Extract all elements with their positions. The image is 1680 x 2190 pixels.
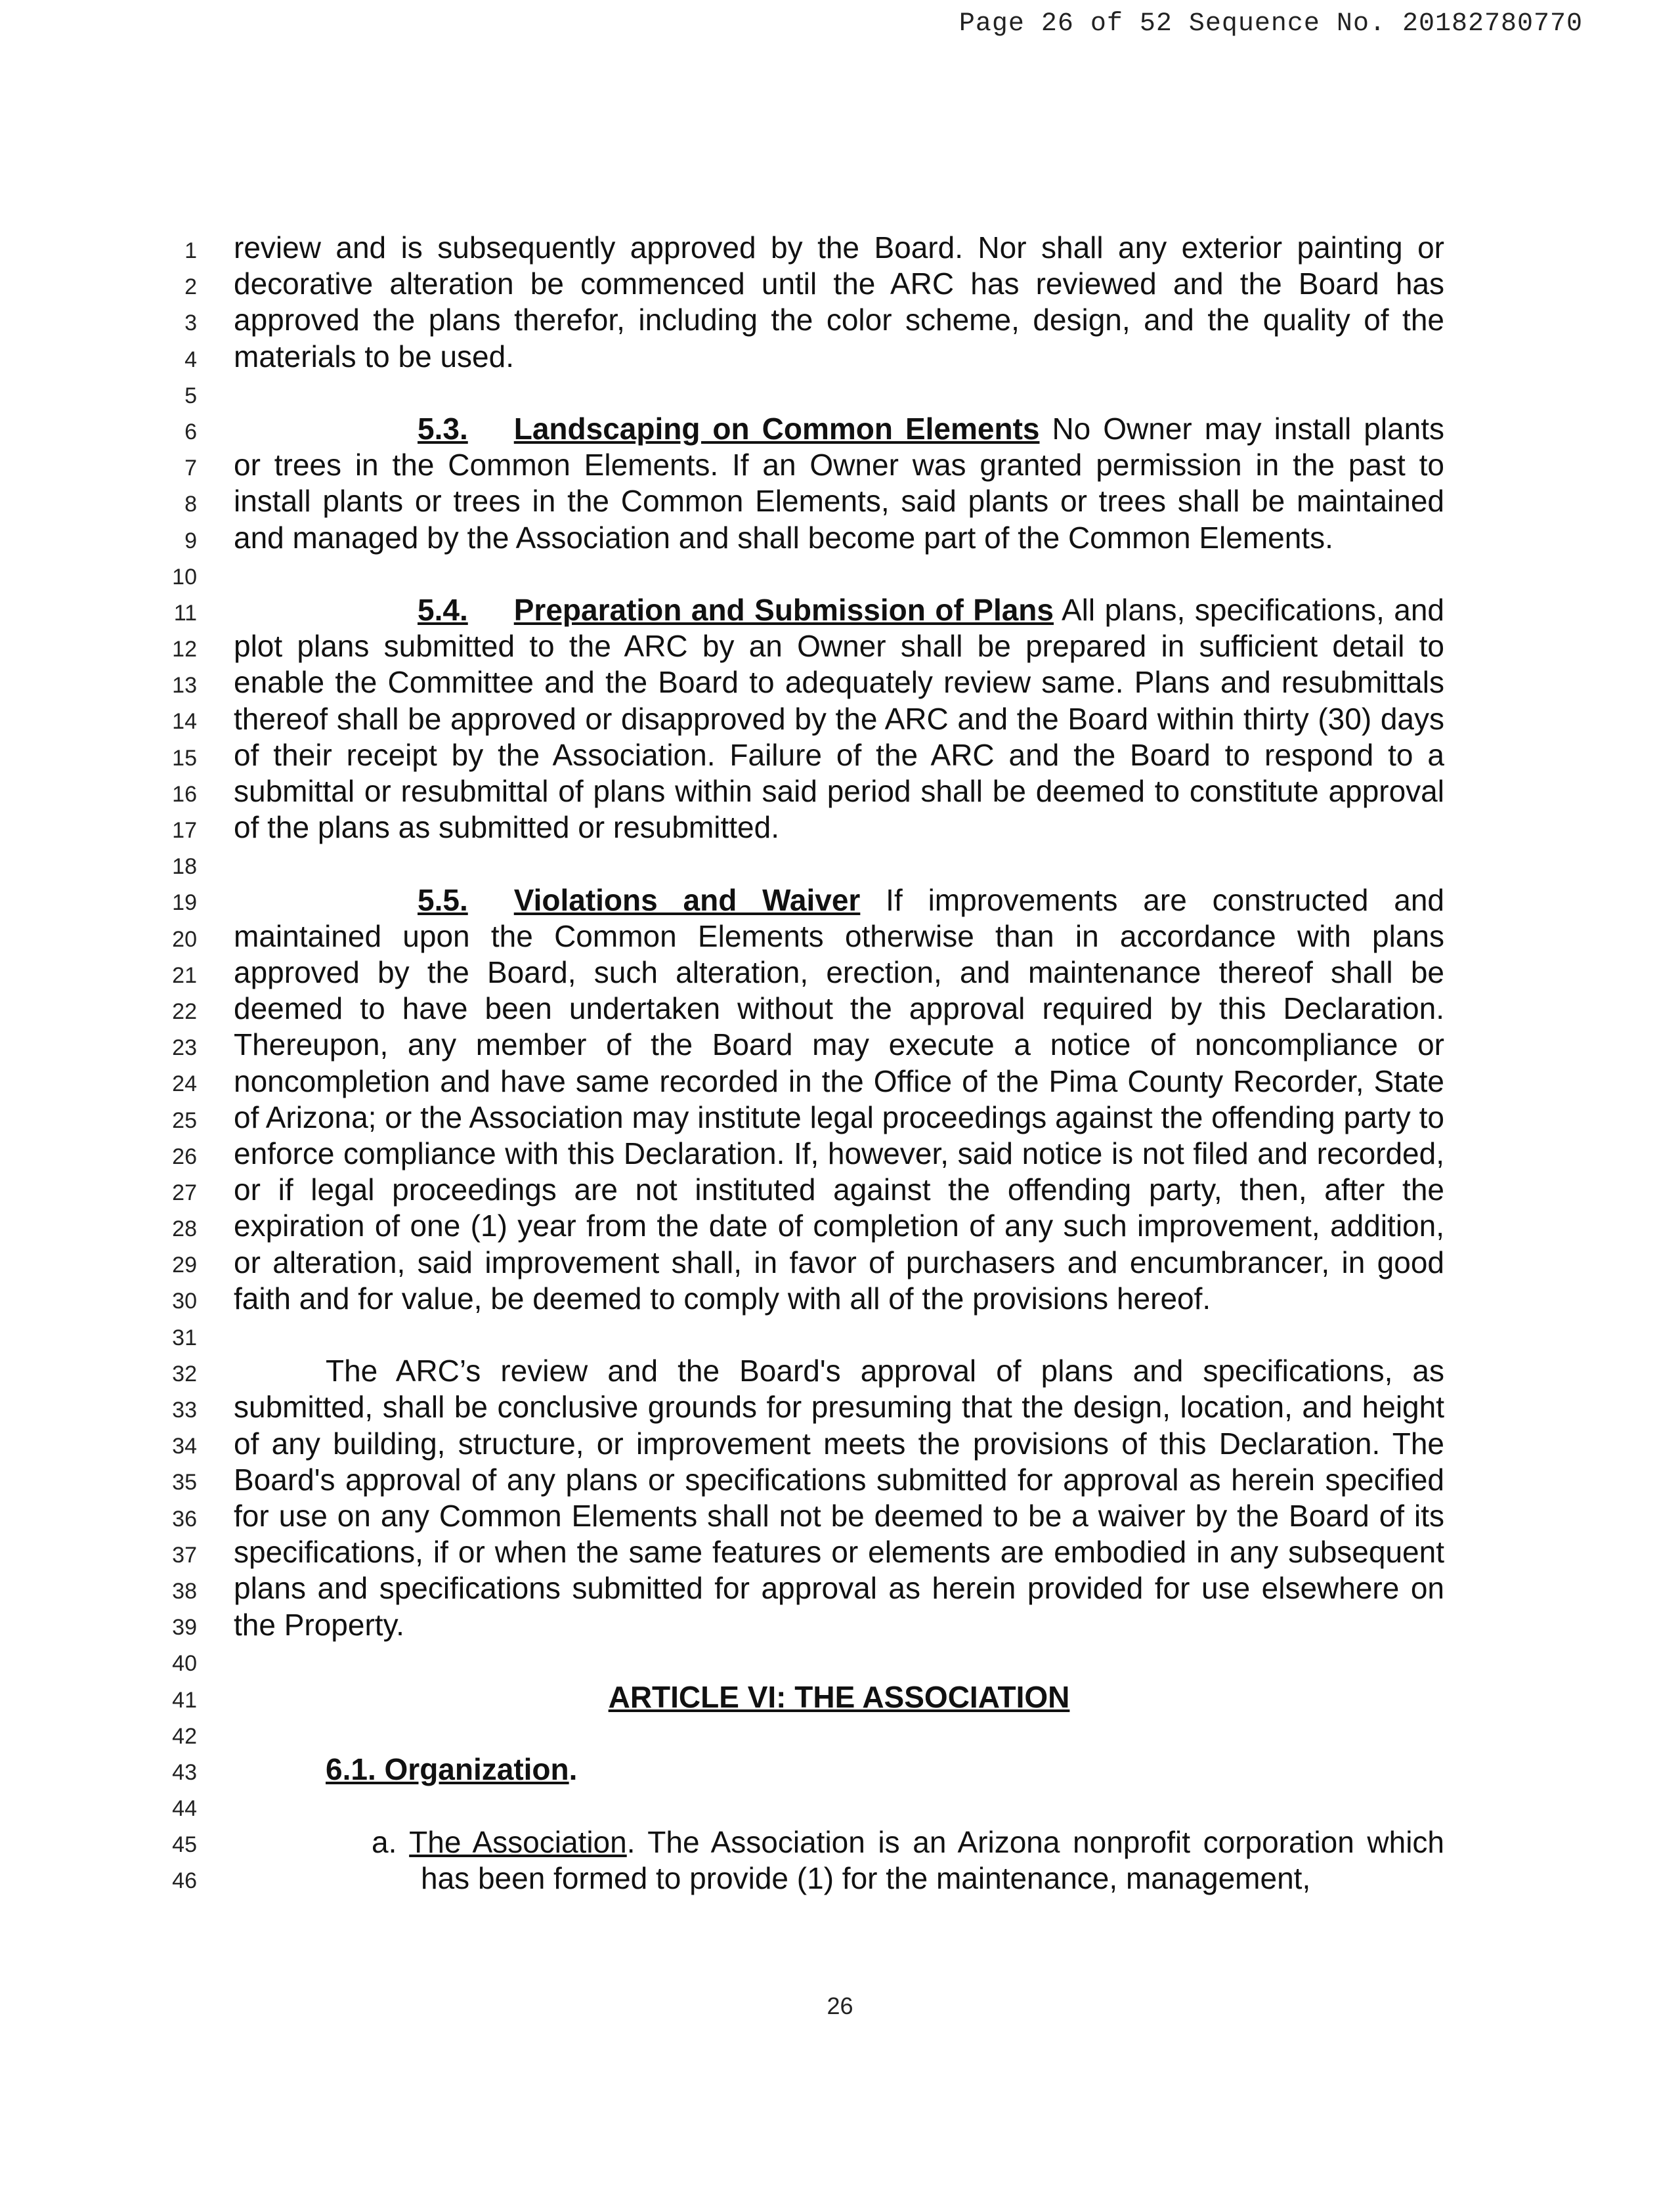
line-number: 4 bbox=[184, 347, 197, 372]
line-number: 38 bbox=[172, 1578, 197, 1604]
section-number: 5.5. bbox=[418, 882, 468, 917]
line-number: 31 bbox=[172, 1325, 197, 1350]
section-title: Landscaping on Common Elements bbox=[513, 412, 1040, 446]
line-number: 11 bbox=[173, 600, 197, 626]
section-text: If improvements are constructed and maintained upon the Common Elements otherwise than in accordance with plans approved by the Board, such alteration, erection, and maintenance thereof shall be deemed to have been undertaken without the approval required by this Declaration. Thereupon, any member of the Board may execute a notice of noncompliance or noncompletion and have same recorded in the Office of the Pima County Recorder, State of Arizona; or the Association may institute legal proceedings against the offending party to enforce compliance with this Declaration. If, however, said notice is not filed and recorded, or if legal proceedings are not instituted against the offending party, then, after the expiration of one (1) year from the date of completion of any such improvement, addition, or alteration, said improvement shall, in favor of purchasers and encumbrancer, in good faith and for value, be deemed to comply with all of the provisions hereof. bbox=[234, 882, 1445, 1316]
article-title: ARTICLE VI: THE ASSOCIATION bbox=[608, 1680, 1070, 1715]
line-number: 43 bbox=[172, 1759, 197, 1785]
line-number: 33 bbox=[172, 1398, 197, 1423]
line-number: 27 bbox=[172, 1180, 197, 1205]
section-text: All plans, specifications, and plot plans submitted to the ARC by an Owner shall be prepared in sufficient detail to enable the Committee and the Board to adequately review same. Plans and resubmittals thereof shall be approved or disapproved by the ARC and the Board within thirty (30) days of their receipt by the Association. Failure of the ARC and the Board to respond to a submittal or resubmittal of plans within said period shall be deemed to constitute approval of the plans as submitted or resubmitted. bbox=[234, 593, 1444, 845]
line-number: 25 bbox=[172, 1107, 197, 1133]
line-number: 7 bbox=[184, 456, 197, 481]
document-body bbox=[234, 230, 1444, 1933]
line-number: 34 bbox=[172, 1434, 197, 1459]
section-6-1: 6.1. Organization. bbox=[326, 1752, 578, 1787]
line-number: 14 bbox=[172, 709, 197, 735]
list-item-a bbox=[234, 1824, 1444, 1897]
line-number: 15 bbox=[172, 745, 197, 771]
line-number: 28 bbox=[172, 1216, 197, 1242]
page-number: 26 bbox=[827, 1992, 853, 2019]
line-number-gutter bbox=[131, 233, 197, 1900]
line-number: 45 bbox=[172, 1832, 197, 1858]
line-number: 21 bbox=[172, 962, 197, 988]
line-number: 39 bbox=[172, 1615, 197, 1641]
recording-header: Page 26 of 52 Sequence No. 20182780770 bbox=[958, 9, 1583, 39]
section-title: Violations and Waiver bbox=[513, 882, 861, 917]
line-number: 17 bbox=[172, 818, 197, 843]
line-number: 3 bbox=[184, 311, 197, 336]
paragraph-continuation: review and is subsequently approved by the Board. Nor shall any exterior painting or decorative alteration be commenced until the ARC has reviewed and the Board has approved the plans therefor, including the color scheme, design, and the quality of the materials to be used. bbox=[234, 230, 1444, 374]
line-number: 6 bbox=[184, 419, 197, 444]
line-number: 37 bbox=[172, 1542, 197, 1568]
section-5-4 bbox=[234, 592, 1444, 846]
line-number: 26 bbox=[172, 1144, 197, 1169]
line-number: 12 bbox=[172, 637, 197, 662]
line-number: 41 bbox=[172, 1687, 197, 1713]
line-number: 10 bbox=[172, 564, 197, 590]
line-number: 44 bbox=[172, 1796, 197, 1822]
section-5-3 bbox=[234, 411, 1444, 556]
line-number: 13 bbox=[172, 673, 197, 698]
section-text: No Owner may install plants or trees in the Common Elements. If an Owner was granted permission in the past to install plants or trees in the Common Elements, said plants or trees shall be maintained and managed by the Association and shall become part of the Common Elements. bbox=[234, 412, 1444, 555]
item-title: The Association bbox=[409, 1824, 627, 1859]
item-marker: a. bbox=[372, 1824, 397, 1859]
line-number: 24 bbox=[172, 1071, 197, 1097]
line-number: 2 bbox=[184, 274, 197, 300]
line-number: 19 bbox=[172, 890, 197, 916]
review-paragraph: The ARC’s review and the Board's approval of plans and specifications, as submitted, shall be conclusive grounds for presuming that the design, location, and height of any building, structure, or improvement meets the provisions of this Declaration. The Board's approval of any plans or specifications submitted for approval as herein specified for use on any Common Elements shall not be deemed to be a waiver by the Board of its specifications, if or when the same features or elements are embodied in any subsequent plans and specifications submitted for approval as herein provided for use elsewhere on the Property. bbox=[234, 1354, 1444, 1642]
line-number: 46 bbox=[172, 1868, 197, 1894]
line-number: 42 bbox=[172, 1723, 197, 1749]
article-heading bbox=[234, 1679, 1444, 1715]
line-number: 23 bbox=[172, 1035, 197, 1061]
line-number: 20 bbox=[172, 926, 197, 952]
line-number: 32 bbox=[172, 1361, 197, 1386]
item-text: . The Association is an Arizona nonprofit corporation which has been formed to provide (1) for the maintenance, management, bbox=[421, 1824, 1444, 1896]
section-5-5 bbox=[234, 882, 1444, 1317]
line-number: 40 bbox=[172, 1651, 197, 1677]
line-number: 9 bbox=[184, 528, 197, 553]
line-number: 5 bbox=[184, 383, 197, 408]
line-number: 29 bbox=[172, 1253, 197, 1278]
section-number: 5.4. bbox=[418, 593, 468, 627]
line-number: 16 bbox=[172, 781, 197, 807]
line-number: 35 bbox=[172, 1470, 197, 1495]
section-number: 5.3. bbox=[418, 412, 468, 446]
line-number: 8 bbox=[184, 492, 197, 517]
line-number: 22 bbox=[172, 998, 197, 1024]
line-number: 30 bbox=[172, 1289, 197, 1314]
section-title: 6.1. Organization bbox=[326, 1752, 569, 1787]
line-number: 1 bbox=[184, 238, 197, 263]
line-number: 18 bbox=[172, 854, 197, 880]
line-number: 36 bbox=[172, 1506, 197, 1532]
section-title: Preparation and Submission of Plans bbox=[513, 593, 1054, 627]
